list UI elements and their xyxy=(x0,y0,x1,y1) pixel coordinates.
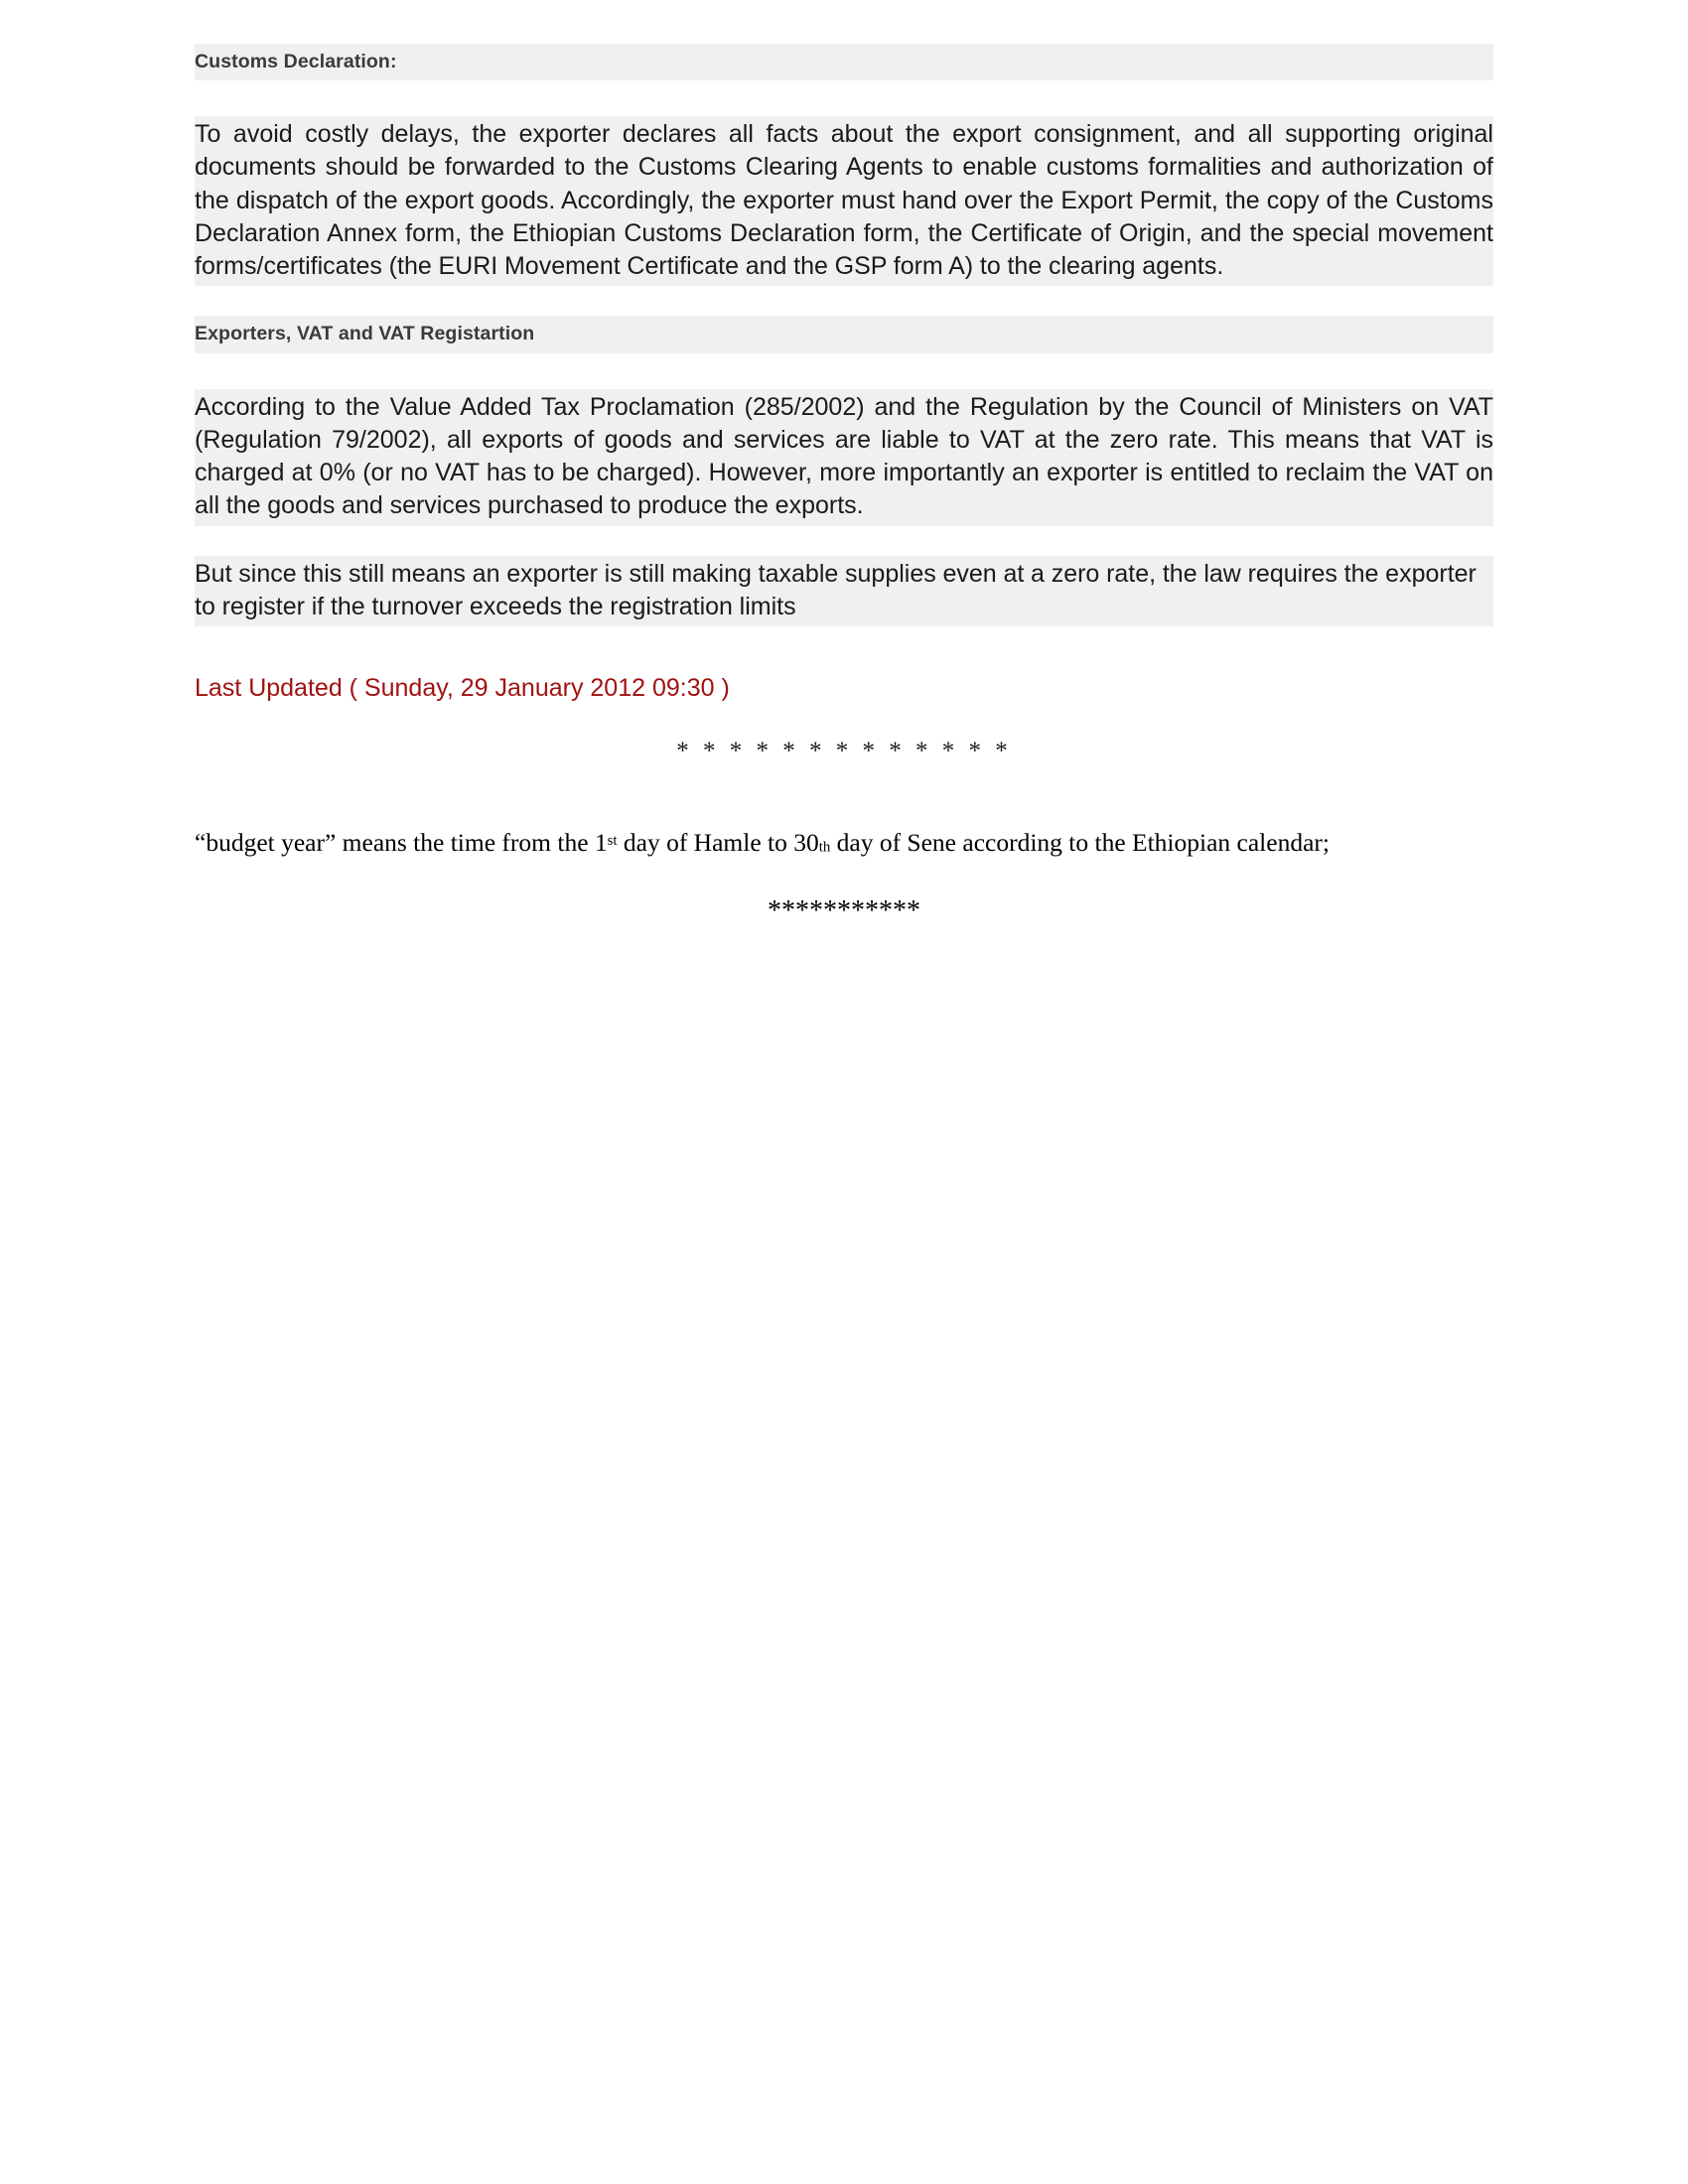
gap-after-customs-heading xyxy=(195,80,1493,116)
separator-asterisks-first: * * * * * * * * * * * * * xyxy=(676,737,1012,764)
definition-budget-year xyxy=(195,826,1493,859)
gap-before-first-separator xyxy=(195,707,1493,737)
top-spacer xyxy=(195,0,1493,44)
gap-between-vat-paragraphs xyxy=(195,526,1493,556)
gap-before-definition xyxy=(195,766,1493,826)
ordinal-suffix-th: th xyxy=(818,838,831,855)
gap-before-second-separator xyxy=(195,859,1493,894)
definition-suffix: day of Sene according to the Ethiopian calendar; xyxy=(830,827,1330,857)
gap-before-vat-heading xyxy=(195,286,1493,316)
document-content-column xyxy=(195,0,1493,927)
paragraph-customs-declaration: To avoid costly delays, the exporter declares all facts about the export consignment, and all supporting original documents should be forwarded to the Customs Clearing Agents to enable customs formalities and authorization of the dispatch of the export goods. Accordingly, the exporter must hand over the Export Permit, the copy of the Customs Declaration Annex form, the Ethiopian Customs Declaration form, the Certificate of Origin, and the special movement forms/certificates (the EURI Movement Certificate and the GSP form A) to the clearing agents. xyxy=(195,116,1493,286)
paragraph-vat-proclamation: According to the Value Added Tax Proclamation (285/2002) and the Regulation by the Council of Ministers on VAT (Regulation 79/2002), all exports of goods and services are liable to VAT at the zero rate. This means that VAT is charged at 0% (or no VAT has to be charged). However, more importantly an exporter is entitled to reclaim the VAT on all the goods and services purchased to produce the exports. xyxy=(195,389,1493,526)
definition-prefix: “budget year” means the time from the 1 xyxy=(195,827,608,857)
last-updated-text: Last Updated ( Sunday, 29 January 2012 09:30 ) xyxy=(195,674,730,703)
definition-middle: day of Hamle to 30 xyxy=(617,827,819,857)
heading-customs-declaration: Customs Declaration: xyxy=(195,44,1493,80)
heading-exporters-vat: Exporters, VAT and VAT Registartion xyxy=(195,316,1493,352)
ordinal-suffix-st: st xyxy=(607,832,618,849)
paragraph-vat-registration-limits: But since this still means an exporter is still making taxable supplies even at a zero rate, the law requires the exporter to register if the turnover exceeds the registration limits xyxy=(195,556,1493,627)
gap-after-vat-heading xyxy=(195,353,1493,389)
gap-before-last-updated xyxy=(195,626,1493,670)
separator-asterisks-second: *********** xyxy=(768,894,920,926)
